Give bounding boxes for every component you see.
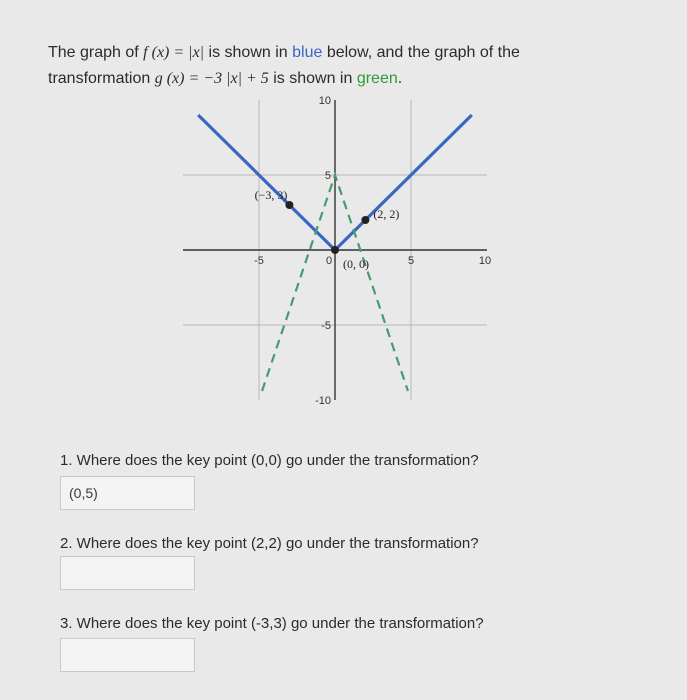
answer-2-input[interactable] [60,556,195,590]
y-tick-label: 10 [318,95,331,107]
f-expression: f (x) = |x| [143,44,205,61]
green-word: green [356,70,398,87]
question-3 [60,615,484,632]
key-point-label: (−3, 3) [254,188,288,202]
function-graph [180,95,510,415]
question-1 [60,452,479,469]
question-2-text: 2. Where does the key point (2,2) go under the transformation? [60,535,479,552]
question-1-text: 1. Where does the key point (0,0) go under the transformation? [60,452,479,469]
key-point-dot [285,201,293,209]
blue-word: blue [292,44,323,61]
answer-1-input[interactable]: (0,5) [60,476,195,510]
y-tick-label: 5 [324,170,331,182]
x-tick-label: 10 [478,255,492,267]
key-point-label: (2, 2) [373,207,400,221]
question-2 [60,535,479,552]
intro-text: is shown in [204,44,293,61]
x-tick-label: 0 [325,255,333,267]
question-3-text: 3. Where does the key point (-3,3) go under the transformation? [60,615,484,632]
key-point-dot [361,216,369,224]
intro-text: transformation [48,70,155,87]
intro-text: is shown in [268,70,357,87]
g-expression: g (x) = −3 |x| + 5 [154,70,269,87]
intro-text: . [397,70,403,87]
answer-3-input[interactable] [60,638,195,672]
x-tick-label: 5 [407,255,415,267]
y-tick-label: -5 [321,320,331,332]
intro-text: below, and the graph of the [322,44,520,61]
problem-statement [48,40,648,92]
key-point-dot [331,246,339,254]
key-point-label: (0, 0) [343,257,369,271]
intro-text: The graph of [48,44,144,61]
y-tick-label: -10 [315,395,331,407]
x-tick-label: -5 [254,255,264,267]
